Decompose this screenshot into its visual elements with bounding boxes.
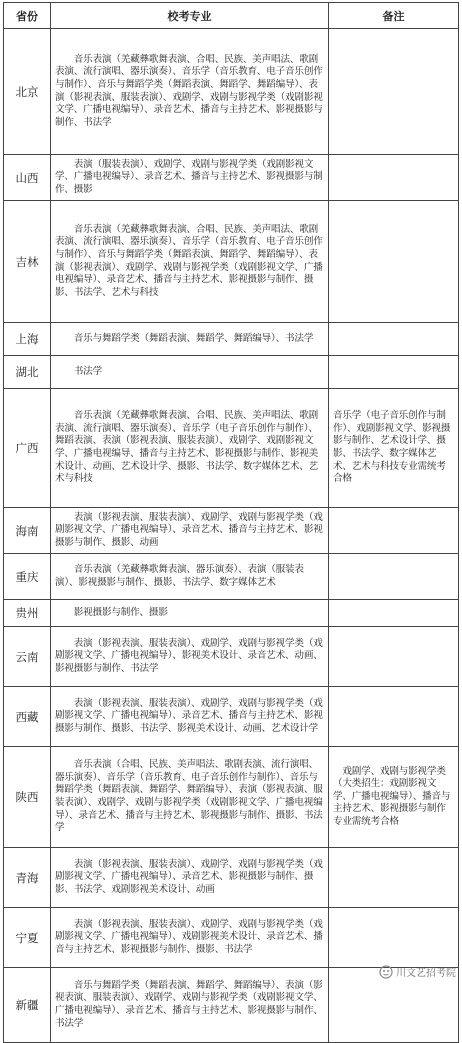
province-cell: 重庆: [4, 554, 51, 600]
majors-cell: 表演（影视表演、服装表演）、戏剧学、戏剧与影视学类（戏剧影视文学、广播电视编导）、影视美术设计、录音艺术、动画、影视摄影与制作、书法学: [51, 627, 329, 687]
majors-cell: 音乐表演（羌藏彝歌舞表演、合唱、民族、美声唱法、歌剧表演、流行演唱、器乐演奏）、音乐学（电子音乐创作与制作）、舞蹈表演、表演（影视表演、服装表演）、戏剧学、戏剧影视文学、广播电视编导、播音与主持艺术、影视摄影与制作、影视美术设计、动画、艺术设计学、摄影、书法学、数字媒体艺术、艺术与科技: [51, 389, 329, 508]
province-cell: 云南: [4, 627, 51, 687]
note-cell: [329, 155, 459, 201]
note-cell: [329, 554, 459, 600]
majors-cell: 表演（影视表演、服装表演）、戏剧学、戏剧与影视学类（戏剧影视文学、广播电视编导）、录音艺术、影视摄影与制作、摄影、书法学、戏剧影视美术设计、动画: [51, 848, 329, 908]
table-row: [4, 356, 459, 389]
note-cell: [329, 29, 459, 155]
table-header-row: [4, 3, 459, 29]
note-cell: [329, 600, 459, 627]
province-cell: 湖北: [4, 356, 51, 389]
note-cell: [329, 687, 459, 747]
table-row: [4, 600, 459, 627]
province-cell: 北京: [4, 29, 51, 155]
majors-cell: 书法学: [51, 356, 329, 389]
province-cell: 海南: [4, 508, 51, 554]
province-cell: 西藏: [4, 687, 51, 747]
majors-cell: 音乐表演（羌藏彝歌舞表演、合唱、民族、美声唱法、歌剧表演、流行演唱、器乐演奏）、音乐学（音乐教育、电子音乐创作与制作）、音乐与舞蹈学类（舞蹈表演、舞蹈学、舞蹈编导）、表演（影视表演）、戏剧学、戏剧与影视学类（戏剧影视文学、广播电视编导）、录音艺术、播音与主持艺术、影视摄影与制作、摄影、书法学、艺术与科技: [51, 201, 329, 323]
majors-cell: 表演（影视表演、服装表演）、戏剧学、戏剧与影视学类（戏剧影视文学、广播电视编导）、录音艺术、播音与主持艺术、影视摄影与制作、摄影、书法学、影视美术设计、动画、艺术设计学: [51, 687, 329, 747]
table-row: [4, 201, 459, 323]
province-cell: 新疆: [4, 968, 51, 1043]
note-cell: [329, 908, 459, 968]
majors-cell: 音乐与舞蹈学类（舞蹈表演、舞蹈学、舞蹈编导）、书法学: [51, 323, 329, 356]
province-cell: 宁夏: [4, 908, 51, 968]
table-row: [4, 323, 459, 356]
watermark: [379, 964, 456, 979]
table-row: [4, 747, 459, 848]
majors-cell: 音乐表演（合唱、民族、美声唱法、歌剧表演、流行演唱、器乐演奏）、音乐学（音乐教育、电子音乐创作与制作）、音乐与舞蹈学类（舞蹈表演、舞蹈学、舞蹈编导）、表演（影视表演、服装表演）、戏剧学、戏剧与影视学类（戏剧影视文学、广播电视编导）、录音艺术、播音与主持艺术、影视摄影与制作、摄影、书法学: [51, 747, 329, 848]
table-row: [4, 554, 459, 600]
note-cell: [329, 323, 459, 356]
province-cell: 山西: [4, 155, 51, 201]
header-majors: 校考专业: [51, 3, 329, 29]
province-cell: 陕西: [4, 747, 51, 848]
majors-cell: 表演（服装表演）、戏剧学、戏剧与影视学类（戏剧影视文学、广播电视编导）、录音艺术、播音与主持艺术、影视摄影与制作、摄影: [51, 155, 329, 201]
province-cell: 上海: [4, 323, 51, 356]
note-cell: 戏剧学、戏剧与影视学类（大类招生：戏剧影视文学、广播电视编导）、播音与主持艺术、影视摄影与制作专业需统考合格: [329, 747, 459, 848]
majors-cell: 表演（影视表演、服装表演）、戏剧学、戏剧与影视学类（戏剧影视文学、广播电视编导）、戏剧影视美术设计、录音艺术、播音与主持艺术、影视摄影与制作、摄影、书法学: [51, 908, 329, 968]
table-row: [4, 508, 459, 554]
note-cell: [329, 627, 459, 687]
note-cell: [329, 508, 459, 554]
table-row: [4, 908, 459, 968]
province-cell: 广西: [4, 389, 51, 508]
table-row: [4, 687, 459, 747]
header-province: 省份: [4, 3, 51, 29]
province-cell: 青海: [4, 848, 51, 908]
majors-cell: 音乐表演（羌藏彝歌舞表演、器乐演奏）、表演（服装表演）、影视摄影与制作、摄影、书法学、数字媒体艺术: [51, 554, 329, 600]
note-cell: [329, 201, 459, 323]
majors-cell: 音乐表演（羌藏彝歌舞表演、合唱、民族、美声唱法、歌剧表演、流行演唱、器乐演奏）、音乐学（音乐教育、电子音乐创作与制作）、音乐与舞蹈学类（舞蹈表演、舞蹈学、舞蹈编导）、表演（影视表演、服装表演）、戏剧学、戏剧与影视学类（戏剧影视文学、广播电视编导）、录音艺术、播音与主持艺术、影视摄影与制作、书法学: [51, 29, 329, 155]
majors-cell: 影视摄影与制作、摄影: [51, 600, 329, 627]
note-cell: [329, 356, 459, 389]
note-cell: [329, 848, 459, 908]
admission-table: [3, 2, 459, 1043]
note-cell: 音乐学（电子音乐创作与制作）、戏剧影视文学、影视摄影与制作、艺术设计学、摄影、书法学、数字媒体艺术、艺术与科技专业需统考合格: [329, 389, 459, 508]
table-row: [4, 29, 459, 155]
table-row: [4, 389, 459, 508]
watermark-text: 川文艺招考院: [396, 968, 456, 979]
header-note: 备注: [329, 3, 459, 29]
table-row: [4, 848, 459, 908]
table-row: [4, 627, 459, 687]
province-cell: 贵州: [4, 600, 51, 627]
wechat-account-icon: [379, 965, 393, 979]
table-row: [4, 155, 459, 201]
province-cell: 吉林: [4, 201, 51, 323]
majors-cell: 音乐与舞蹈学类（舞蹈表演、舞蹈学、舞蹈编导）、表演（影视表演、服装表演）、戏剧学、戏剧与影视学类（戏剧影视文学、广播电视编导）、录音艺术、播音与主持艺术、影视摄影与制作、书法学: [51, 968, 329, 1043]
majors-cell: 表演（影视表演、服装表演）、戏剧学、戏剧与影视学类（戏剧影视文学、广播电视编导）、录音艺术、播音与主持艺术、影视摄影与制作、摄影、动画: [51, 508, 329, 554]
